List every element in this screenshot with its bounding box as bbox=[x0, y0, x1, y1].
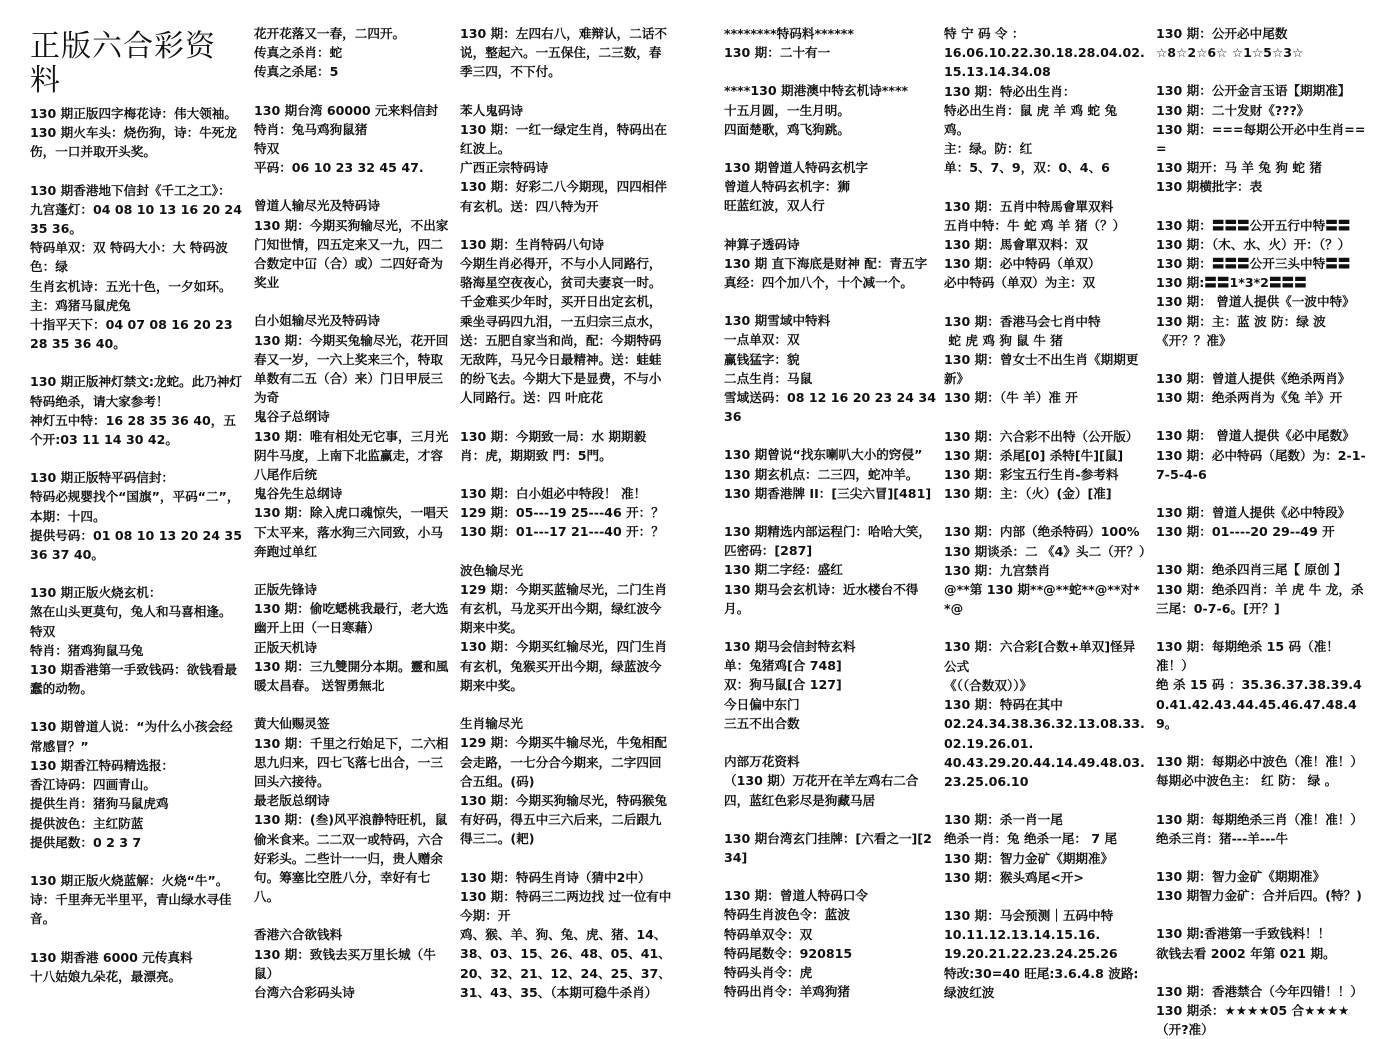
text-line: 四面楚歌，鸡飞狗跳。 bbox=[724, 121, 850, 137]
spacer bbox=[724, 810, 936, 829]
text-line: ********特码料****** bbox=[724, 26, 854, 41]
text-line: 花开花落又一春，二四开。 bbox=[254, 26, 406, 41]
text-line: 鬼谷先生总纲诗 bbox=[254, 486, 343, 502]
text-line: 提供号码：01 08 10 13 20 24 35 36 37 40。 bbox=[30, 527, 247, 563]
spacer bbox=[460, 542, 674, 561]
page-fold-gutter bbox=[692, 0, 710, 981]
text-line: 130 期精选内部运程门：哈哈大笑， bbox=[724, 524, 931, 540]
text-line: 特码必规婴找个“国旗”，平码“二”，本期：十四。 bbox=[30, 489, 240, 524]
text-line: 提供生肖：猪狗马鼠虎鸡 bbox=[30, 796, 169, 812]
text-line: 神算子透码诗 bbox=[724, 236, 800, 252]
text-line: 提供尾数：0 2 3 7 bbox=[30, 834, 142, 850]
text-line: 130 期：二十发财《???》 bbox=[1156, 102, 1310, 118]
text-line: 今日偏中东门 bbox=[724, 696, 800, 712]
column-4-text bbox=[724, 24, 941, 1001]
spacer bbox=[1156, 407, 1368, 426]
spacer bbox=[1156, 963, 1368, 982]
text-line: 130 期正版特平码信封： bbox=[30, 470, 175, 486]
text-line: 特码头肖令：虎 bbox=[724, 964, 813, 980]
spacer bbox=[1156, 848, 1368, 867]
text-line: 130 期：特必出生肖： bbox=[944, 83, 1076, 99]
text-line: 130 期香港第一手致钱码：欲钱看最蠢的动物。 bbox=[30, 662, 237, 697]
spacer bbox=[724, 62, 936, 81]
text-line: 传真之杀肖：蛇 bbox=[254, 45, 343, 61]
spacer bbox=[254, 695, 450, 714]
text-line: 130 期：01---17 21---40 开：？ bbox=[460, 524, 664, 540]
text-line: 130 期：每期必中波色（准！准！） bbox=[1156, 754, 1363, 770]
text-line: 特肖：猪鸡狗鼠马兔 bbox=[30, 642, 144, 658]
text-line: 130 期：千里之行始足下，二六相思九归来，四七飞落七出合，一三回头六接待。 bbox=[254, 735, 449, 789]
text-line: 今期生肖必得开，不与小人同路行，骆海星空夜夜心，贫司夫妻哀一时。千金难买少年时，买开日出定玄机，乘坐寻码四九泪，一五归宗三点水，送：五肥自家当和尚，配：今期特码无敌阵，马兄今日最精神。送：蛙蛙的纷飞去。今期大下是显费，不与小人同路行。送：四 叶庇花 bbox=[460, 256, 662, 406]
text-line: 130 期雪域中特料 bbox=[724, 313, 831, 329]
spacer bbox=[254, 561, 450, 580]
text-line: 130 期：(叁)风平浪静特旺机，鼠偷米食来。二二双一或特码，六合好彩头。二些计一一归，贵人赠余句。筹塞比空胜八分，幸好有七八。 bbox=[254, 812, 448, 905]
text-line: 130 期：曾道人提供《绝杀两肖》 bbox=[1156, 371, 1351, 387]
text-line: 130 期：===每期公开必中生肖=== bbox=[1156, 121, 1366, 157]
text-line: 雪域送码：08 12 16 20 23 24 34 36 bbox=[724, 390, 941, 425]
text-line: 香江诗码：四画青山。 bbox=[30, 777, 156, 793]
spacer bbox=[724, 733, 936, 752]
text-line: 单：兔猪鸡[合 748] bbox=[724, 658, 842, 674]
text-line: 130 期马会玄机诗：近水楼台不得月。 bbox=[724, 581, 919, 616]
text-line: 130 期：白小姐必中特段！ 准！ bbox=[460, 486, 647, 502]
text-line: 每期必中波色主： 红 防： 绿 。 bbox=[1156, 773, 1338, 789]
text-line: 130 期：三九雙開分本期。靈和風暖太昌春。 送智勇無北 bbox=[254, 658, 449, 694]
column-6-text bbox=[1156, 24, 1368, 1039]
text-line: 香港六合欲钱料 bbox=[254, 927, 343, 943]
spacer bbox=[30, 162, 244, 181]
page-title: 正版六合彩资料 bbox=[30, 29, 216, 98]
text-line: （130 期）万花开在羊左鸡右二合四，蓝红色彩尽是狗藏马居 bbox=[724, 773, 919, 808]
text-line: 白小姐输尽光及特码诗 bbox=[254, 313, 380, 329]
spacer bbox=[1156, 541, 1368, 560]
text-line: 130 期：必中特码（单双） bbox=[944, 256, 1101, 272]
text-line: 10.11.12.13.14.15.16. bbox=[944, 927, 1101, 943]
text-line: 130 期：六合彩[合数+单双]怪异公式 bbox=[944, 639, 1136, 674]
spacer bbox=[724, 216, 936, 235]
text-line: 130 期：每期绝杀 15 码（准！准！） bbox=[1156, 639, 1339, 674]
spacer bbox=[724, 292, 936, 311]
text-line: 130 期：左四右八，难辩认，二话不说，整起六。一五保住，二三数，春季三四，不下付。 bbox=[460, 26, 667, 80]
text-line: 欲钱去看 2002 年第 021 期。 bbox=[1156, 945, 1336, 961]
spacer bbox=[944, 408, 1146, 427]
text-line: 曾道人输尽光及特码诗 bbox=[254, 198, 380, 214]
text-line: 130 期：特码三二两边找 过一位有中 今期：开 bbox=[460, 888, 676, 923]
text-line: ****130 期港澳中特玄机诗**** bbox=[724, 83, 909, 99]
text-line: 40.43.29.20.44.14.49.48.03.23.25.06.10 bbox=[944, 754, 1145, 789]
text-line: 130 期：绝杀四肖：羊 虎 牛 龙，杀三尾：0-7-6。[开？] bbox=[1156, 581, 1364, 616]
column-5 bbox=[944, 24, 1152, 1000]
text-line: 130 期：除入虎口魂惊失，一唱天下太平来，落水狗三六同致，小马奔跑过单红 bbox=[254, 505, 449, 559]
spacer bbox=[944, 791, 1146, 810]
text-line: 130 期曾道人特码玄机字 bbox=[724, 160, 869, 176]
text-line: 130 期：（木、水、火）开：（？） bbox=[1156, 236, 1351, 252]
text-line: 130 期曾说“找东喇叭大小的窍侵” bbox=[724, 447, 923, 463]
text-line: 130 期：主：（火）(金）[准] bbox=[944, 486, 1112, 502]
text-line: 130 期：香港马会七肖中特 bbox=[944, 313, 1101, 329]
text-line: 129 期：今期买蓝输尽光，二门生肖有玄机，马龙买开出今期，绿红波今期来中奖。 bbox=[460, 581, 667, 636]
text-line: 特码尾数令：920815 bbox=[724, 945, 853, 961]
spacer bbox=[254, 82, 450, 101]
spacer bbox=[724, 618, 936, 637]
text-line: 130 期：智力金矿《期期准》 bbox=[1156, 868, 1326, 884]
spacer bbox=[254, 177, 450, 196]
text-line: 130 期：六合彩不出特（公开版） bbox=[944, 428, 1139, 444]
column-6 bbox=[1156, 24, 1368, 1038]
text-line: 特肖：兔马鸡狗鼠猪 bbox=[254, 121, 368, 137]
text-line: 五肖中特：牛 蛇 鸡 羊 猪（？） bbox=[944, 217, 1126, 233]
text-line: 130 期横批字：表 bbox=[1156, 179, 1263, 195]
text-line: 130 期：主：蓝 波 防：绿 波《开？？准》 bbox=[1156, 313, 1326, 348]
text-line: 旺蓝红波，双人行 bbox=[724, 198, 825, 214]
text-line: 130 期：01----20 29--49 开 bbox=[1156, 524, 1335, 540]
text-line: 130 期：每期绝杀三肖（准！准！） bbox=[1156, 811, 1363, 827]
spacer bbox=[944, 503, 1146, 522]
text-line: 130 期：杀尾[0] 杀特[牛][鼠] bbox=[944, 447, 1124, 463]
text-line: 130 期：今期买狗输尽光，不出家门知世情，四五定来又一九，四二合数定中冚（合）或）二四好奇为奖业 bbox=[254, 217, 449, 291]
spacer bbox=[1156, 62, 1368, 81]
text-line: 130 期：今期致一局：水 期期毅 肖：虎，期期致 門：5門。 bbox=[460, 428, 651, 463]
text-line: 鬼谷子总纲诗 bbox=[254, 409, 330, 425]
spacer bbox=[30, 449, 244, 468]
spacer bbox=[724, 503, 936, 522]
spacer bbox=[944, 293, 1146, 312]
text-line: 130 期： 曾道人提供《必中尾数》 bbox=[1156, 428, 1355, 444]
column-5-text bbox=[944, 24, 1152, 1002]
text-line: 02.24.34.38.36.32.13.08.33.02.19.26.01. bbox=[944, 716, 1145, 751]
spacer bbox=[460, 465, 674, 484]
text-line: 130 期：生肖特码八句诗 bbox=[460, 236, 605, 252]
text-line: 130 期火车头：烧伤狗，诗：牛死龙伤，一口并取开头奖。 bbox=[30, 125, 237, 160]
text-line: 130 期香港地下信封《千工之工》： bbox=[30, 182, 231, 198]
text-line: 九宫蓬灯：04 08 10 13 16 20 24 35 36。 bbox=[30, 201, 247, 237]
text-line: 130 期：曾道人提供《必中特段》 bbox=[1156, 505, 1351, 521]
column-1-text bbox=[30, 104, 247, 986]
text-line: 130 期：特码在其中 bbox=[944, 697, 1063, 713]
spacer bbox=[1156, 733, 1368, 752]
text-line: 130 期：五肖中特馬會單双料 bbox=[944, 198, 1114, 214]
text-line: 特码单双令：双 bbox=[724, 926, 813, 942]
spacer bbox=[460, 216, 674, 235]
text-line: 130 期： 曾道人提供《一波中特》 bbox=[1156, 294, 1355, 310]
spacer bbox=[944, 887, 1146, 906]
spacer bbox=[1156, 618, 1368, 637]
text-line: 130 期曾道人说：“为什么小孩会经常感冒？” bbox=[30, 719, 233, 754]
text-line: 19.20.21.22.23.24.25.26 bbox=[944, 946, 1118, 962]
text-line: 波色输尽光 bbox=[460, 562, 523, 578]
text-line: 黄大仙赐灵签 bbox=[254, 716, 330, 732]
text-line: 130 期：曾女士不出生肖《期期更新》 bbox=[944, 352, 1139, 387]
text-line: 特 宁 码 令 ： bbox=[944, 26, 1025, 41]
text-line: 130 期：特码生肖诗（猜中2中） bbox=[460, 869, 651, 885]
text-line: 130 期开：马 羊 兔 狗 蛇 猪 bbox=[1156, 160, 1322, 176]
text-line: 十八姑娘九朵花，最漂亮。 bbox=[30, 968, 182, 984]
spacer bbox=[460, 408, 674, 427]
text-line: 130 期：香港禁合（今年四错！！） bbox=[1156, 983, 1363, 999]
text-line: 赢钱猛字：貌 bbox=[724, 351, 800, 367]
text-line: 正版先锋诗 bbox=[254, 582, 317, 598]
text-line: 特双 bbox=[254, 141, 280, 157]
text-line: 130 期:香港第一手致钱料！！ bbox=[1156, 926, 1331, 942]
text-line: 130 期：彩宝五行生肖-参考料 bbox=[944, 467, 1119, 483]
text-line: 曾道人特码玄机字：狮 bbox=[724, 179, 850, 195]
text-line: 130 期香港牌 II：[三尖六冒][481] bbox=[724, 485, 932, 501]
text-line: 130 期：必中特码（尾数）为：2-1-7-5-4-6 bbox=[1156, 447, 1366, 482]
text-line: 130 期香江特码精选报： bbox=[30, 757, 175, 773]
text-line: 130 期正版神灯禁文:龙蛇。此乃神灯特码绝杀，请大家参考！ bbox=[30, 374, 243, 409]
text-line: 必中特码（单双）为主：双 bbox=[944, 275, 1096, 291]
text-line: 主：绿。防：红 bbox=[944, 141, 1033, 157]
text-line: 130 期：杀一肖一尾 bbox=[944, 812, 1063, 828]
text-line: 130 期台湾玄门挂牌：[六看之一][234] bbox=[724, 830, 932, 865]
text-line: 130 期：今期买狗输尽光，特码猴兔有好码，得五中三六后来，二后跟九得三二。(耙) bbox=[460, 792, 667, 847]
text-line: 130 期：唯有相处无它事，三月光阴牛马度，上南下北监赢走，才容八尾作后统 bbox=[254, 428, 449, 483]
spacer bbox=[1156, 197, 1368, 216]
text-line: 广西正宗特码诗 bbox=[460, 160, 549, 176]
column-2-text bbox=[254, 24, 450, 1002]
column-3-text bbox=[460, 24, 674, 1002]
spacer bbox=[460, 849, 674, 868]
text-line: 台湾六合彩码头诗 bbox=[254, 984, 355, 1000]
text-line: 130 期：〓〓〓公开三头中特〓〓 bbox=[1156, 256, 1351, 272]
spacer bbox=[724, 426, 936, 445]
text-line: 十五月圆，一生月明。 bbox=[724, 102, 850, 118]
text-line: 特必出生肖：鼠 虎 羊 鸡 蛇 兔 鸡。 bbox=[944, 102, 1122, 138]
text-line: 130 期谈杀：二 《4》头二（开？） bbox=[944, 543, 1152, 559]
spacer bbox=[1156, 484, 1368, 503]
text-line: 神灯五中特：16 28 35 36 40，五个开:03 11 14 30 42。 bbox=[30, 412, 236, 448]
spacer bbox=[1156, 350, 1368, 369]
text-line: 绝杀一肖：兔 绝杀一尾： 7 尾 bbox=[944, 831, 1118, 847]
spacer bbox=[944, 618, 1146, 637]
text-line: 130 期：九宫禁肖 bbox=[944, 562, 1051, 578]
spacer bbox=[460, 695, 674, 714]
text-line: 平码：06 10 23 32 45 47. bbox=[254, 160, 424, 176]
text-line: 生肖输尽光 bbox=[460, 716, 523, 732]
text-line: 130 期：内部（绝杀特码）100% bbox=[944, 524, 1140, 540]
spacer bbox=[460, 82, 674, 101]
spacer bbox=[30, 564, 244, 583]
text-line: 130 期二字经：盛红 bbox=[724, 562, 843, 578]
spacer bbox=[254, 292, 450, 311]
text-line: 130 期：今期买兔输尽光，花开回春又一岁，一六上奖来三个，特取单数有二五（合）来）门日甲辰三为奇 bbox=[254, 332, 449, 406]
text-line: 130 期：二十有一 bbox=[724, 45, 831, 61]
text-line: 特改:30=40 旺尾:3.6.4.8 波路:绿波红波 bbox=[944, 965, 1139, 1000]
text-line: 130 期：一红一绿定生肖，特码出在红波上。 bbox=[460, 121, 667, 157]
text-line: 二点生肖：马鼠 bbox=[724, 370, 813, 386]
text-line: 130 期杀：★★★★05 合★★★★（开?准） bbox=[1156, 1002, 1350, 1038]
text-line: 130 期智力金矿：合并后四。(特？) bbox=[1156, 888, 1362, 904]
spacer bbox=[1156, 791, 1368, 810]
text-line: 130 期：绝杀四肖三尾【 原创 】 bbox=[1156, 562, 1347, 578]
text-line: 双：狗马鼠[合 127] bbox=[724, 677, 842, 693]
text-line: 绝杀三肖：猪---羊---牛 bbox=[1156, 830, 1289, 846]
text-line: 130 期：好彩二八今期现，四四相伴有玄机。送：四八特为开 bbox=[460, 179, 667, 214]
spacer bbox=[254, 906, 450, 925]
text-line: 绝 杀 15 码 ：35.36.37.38.39.40.41.42.43.44.45.46.47.48.49。 bbox=[1156, 677, 1362, 731]
spacer bbox=[1156, 905, 1368, 924]
column-2 bbox=[254, 24, 450, 1000]
text-line: 129 期：今期买牛输尽光，牛兔相配会走路，一七分合今期来，二字四回合五组。(码) bbox=[460, 735, 667, 789]
text-line: 特码出肖令：羊鸡狗猪 bbox=[724, 984, 850, 1000]
text-line: 16.06.10.22.30.18.28.04.02.15.13.14.34.08 bbox=[944, 45, 1145, 80]
text-line: 130 期：公开必中尾数 bbox=[1156, 26, 1288, 41]
spacer bbox=[30, 353, 244, 372]
text-line: 鸡、猴、羊、狗、兔、虎、猪、14、38、03、15、26、48、05、41、20、32、21、12、24、25、37、31、43、35、（本期可稳牛杀肖） bbox=[460, 927, 671, 1000]
text-line: 130 期：绝杀两肖为《兔 羊》开 bbox=[1156, 390, 1343, 406]
text-line: 130 期马会信封特玄料 bbox=[724, 639, 856, 655]
text-line: 130 期台湾 60000 元来料信封 bbox=[254, 102, 439, 118]
text-line: 匹密码：[287] bbox=[724, 543, 813, 559]
text-line: 十指平天下：04 07 08 16 20 23 28 35 36 40。 bbox=[30, 317, 238, 352]
text-line: 三五不出合数 bbox=[724, 715, 800, 731]
text-line: 正版天机诗 bbox=[254, 639, 317, 655]
text-line: 苯人鬼码诗 bbox=[460, 102, 523, 118]
text-line: 129 期：05---19 25---46 开：？ bbox=[460, 505, 664, 521]
text-line: 130 期正版火烧玄机： bbox=[30, 585, 162, 601]
text-line: ☆8☆2☆6☆ ☆1☆5☆3☆ bbox=[1156, 45, 1304, 61]
text-line: 130 期香港 6000 元传真料 bbox=[30, 949, 193, 965]
text-line: 煞在山头更莫句，兔人和马喜相逢。 bbox=[30, 604, 232, 620]
text-line: @**第 130 期**@**蛇**@**对**@ bbox=[944, 582, 1140, 617]
text-line: 130 期：智力金矿《期期准》 bbox=[944, 850, 1114, 866]
text-line: 一点单双：双 bbox=[724, 332, 800, 348]
spacer bbox=[944, 178, 1146, 197]
text-line: 特码单双：双 特码大小：大 特码波色：绿 bbox=[30, 240, 228, 275]
text-line: 130 期 直下海底是财神 配：青五字真经：四个加八个，十个减一个。 bbox=[724, 255, 928, 291]
text-line: 130 期：馬會單双料：双 bbox=[944, 237, 1089, 253]
text-line: 130 期玄机点：二三四，蛇冲羊。 bbox=[724, 466, 919, 482]
text-line: 蛇 虎 鸡 狗 鼠 牛 猪 bbox=[944, 332, 1063, 348]
text-line: 特双 bbox=[30, 623, 56, 639]
column-3 bbox=[460, 24, 676, 1000]
text-line: 130 期：马会预测｜五码中特 bbox=[944, 907, 1114, 923]
text-line: 130 期:〓〓1*3*2〓〓〓 bbox=[1156, 275, 1307, 291]
text-line: 130 期：曾道人特码口令 bbox=[724, 888, 869, 904]
text-line: 130 期：〓〓〓公开五行中特〓〓 bbox=[1156, 217, 1351, 233]
text-line: 130 期：（牛 羊）准 开 bbox=[944, 390, 1078, 406]
text-line: 最老版总纲诗 bbox=[254, 793, 330, 809]
text-line: 《（（合数双））》 bbox=[944, 677, 1033, 693]
column-4 bbox=[724, 24, 941, 1000]
text-line: 内部万花资料 bbox=[724, 754, 800, 770]
text-line: 130 期：致钱去买万里长城（牛鼠） bbox=[254, 946, 436, 981]
text-line: 生肖玄机诗：五光十色，一夕如环。主：鸡猪马鼠虎兔 bbox=[30, 278, 232, 313]
spacer bbox=[724, 139, 936, 158]
text-line: 提供波色：主红防蓝 bbox=[30, 815, 144, 831]
text-line: 130 期：今期买红输尽光，四门生肖有玄机，兔猴买开出今期，绿蓝波今期来中奖。 bbox=[460, 639, 667, 693]
text-line: 130 期：猴头鸡尾<开> bbox=[944, 869, 1084, 885]
text-line: 130 期正版四字梅花诗：伟大领袖。 bbox=[30, 106, 237, 121]
spacer bbox=[724, 867, 936, 886]
text-line: 130 期：公开金言玉语【期期准】 bbox=[1156, 83, 1351, 99]
spacer bbox=[30, 852, 244, 871]
text-line: 特码生肖波色令：蓝波 bbox=[724, 907, 850, 923]
text-line: 传真之杀尾：5 bbox=[254, 64, 339, 80]
spacer bbox=[30, 698, 244, 717]
column-1 bbox=[30, 24, 247, 984]
text-line: 单：5、7、9，双：0、4、6 bbox=[944, 160, 1110, 176]
text-line: 130 期：偷吃蟋桃我最行，老大选幽开上田（一日寒藉） bbox=[254, 601, 449, 636]
text-line: 130 期正版火烧蓝解：火烧“牛”。诗：千里奔无半里平，青山绿水寻佳音。 bbox=[30, 872, 232, 927]
spacer bbox=[30, 929, 244, 948]
